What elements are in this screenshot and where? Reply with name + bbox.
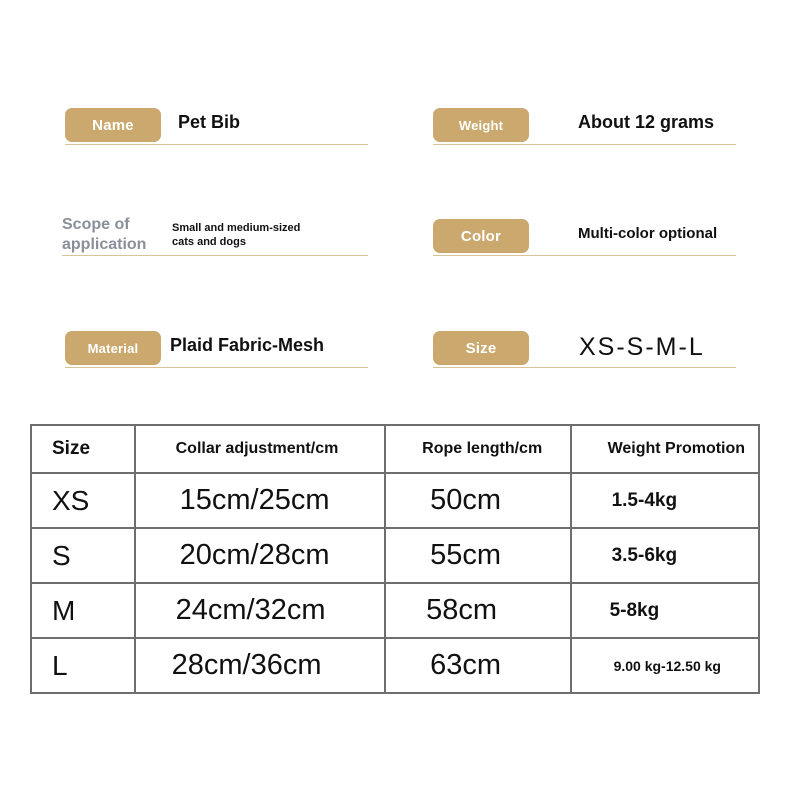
cell-collar: 15cm/25cm — [135, 473, 386, 528]
weight-value: About 12 grams — [578, 112, 715, 132]
cell-rope: 63cm — [385, 638, 570, 693]
table-row — [31, 473, 759, 528]
scope-value: Small and medium-sized cats and dogs — [172, 222, 301, 248]
name-value: Pet Bib — [178, 112, 241, 132]
spec-material — [65, 331, 368, 368]
table-row — [31, 583, 759, 638]
spec-scope — [62, 216, 368, 256]
cell-rope: 50cm — [385, 473, 570, 528]
table-row — [31, 638, 759, 693]
material-value: Plaid Fabric-Mesh — [170, 335, 325, 355]
table-header-row — [31, 425, 759, 473]
cell-collar: 20cm/28cm — [135, 528, 386, 583]
cell-size: M — [31, 583, 135, 638]
color-value: Multi-color optional — [578, 225, 718, 242]
cell-weight: 5-8kg — [571, 583, 759, 638]
cell-weight: 1.5-4kg — [571, 473, 759, 528]
cell-collar: 24cm/32cm — [135, 583, 386, 638]
size-value: XS-S-M-L — [579, 333, 705, 361]
header-size: Size — [31, 425, 135, 473]
size-label: Size — [433, 331, 529, 365]
header-rope: Rope length/cm — [385, 425, 570, 473]
color-label: Color — [433, 219, 529, 253]
weight-label: Weight — [433, 108, 529, 142]
cell-rope: 58cm — [385, 583, 570, 638]
spec-weight — [433, 108, 736, 145]
cell-weight: 9.00 kg-12.50 kg — [571, 638, 759, 693]
spec-size — [433, 331, 736, 368]
table-row — [31, 528, 759, 583]
cell-size: L — [31, 638, 135, 693]
name-label: Name — [65, 108, 161, 142]
spec-color — [433, 219, 736, 256]
cell-collar: 28cm/36cm — [135, 638, 386, 693]
header-collar: Collar adjustment/cm — [135, 425, 386, 473]
spec-name — [65, 108, 368, 145]
material-label: Material — [65, 331, 161, 365]
cell-weight: 3.5-6kg — [571, 528, 759, 583]
header-weight: Weight Promotion — [571, 425, 759, 473]
cell-size: XS — [31, 473, 135, 528]
cell-size: S — [31, 528, 135, 583]
size-table — [30, 424, 760, 694]
cell-rope: 55cm — [385, 528, 570, 583]
scope-label: Scope of application — [62, 216, 147, 253]
